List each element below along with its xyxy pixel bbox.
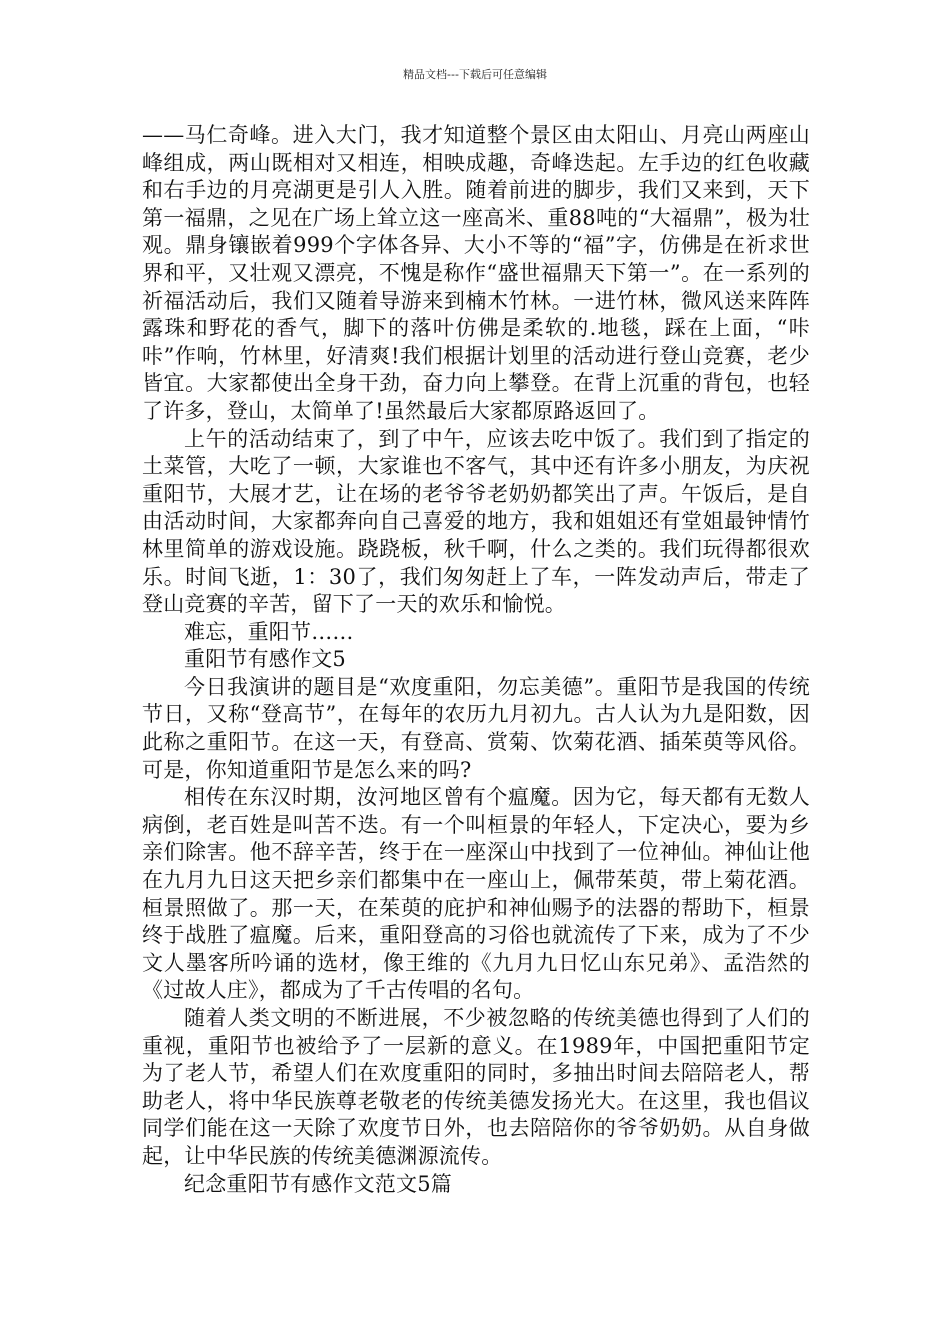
paragraph: 今日我演讲的题目是“欢度重阳，勿忘美德”。重阳节是我国的传统节日，又称“登高节”，在每年的农历九月初九。古人认为九是阳数，因此称之重阳节。在这一天，有登高、赏菊、饮菊花酒、插茱萸等风俗。可是，你知道重阳节是怎么来的吗? — [142, 674, 810, 782]
page-header: 精品文档---下载后可任意编辑 — [403, 68, 547, 81]
paragraph: 上午的活动结束了，到了中午，应该去吃中饭了。我们到了指定的土菜管，大吃了一顿，大家谁也不客气，其中还有许多小朋友，为庆祝重阳节，大展才艺，让在场的老爷爷老奶奶都笑出了声。午饭后，是自由活动时间，大家都奔向自己喜爱的地方，我和姐姐还有堂姐最钟情竹林里简单的游戏设施。跷跷板，秋千啊，什么之类的。我们玩得都很欢乐。时间飞逝，1：30了，我们匆匆赶上了车，一阵发动声后，带走了登山竞赛的辛苦，留下了一天的欢乐和愉悦。 — [142, 426, 810, 617]
document-title-line: 纪念重阳节有感作文范文5篇 — [184, 1171, 452, 1196]
paragraph: ——马仁奇峰。进入大门，我才知道整个景区由太阳山、月亮山两座山峰组成，两山既相对又相连，相映成趣，奇峰迭起。左手边的红色收藏和右手边的月亮湖更是引人入胜。随着前进的脚步，我们又来到，天下第一福鼎，之见在广场上耸立这一座高米、重88吨的“大福鼎”，极为壮观。鼎身镶嵌着999个字体各异、大小不等的“福”字，仿佛是在祈求世界和平，又壮观又漂亮，不愧是称作“盛世福鼎天下第一”。在一系列的祈福活动后，我们又随着导游来到楠木竹林。一进竹林，微风送来阵阵露珠和野花的香气，脚下的落叶仿佛是柔软的.地毯，踩在上面，“咔咔”作响，竹林里，好清爽!我们根据计划里的活动进行登山竞赛，老少皆宜。大家都使出全身干劲，奋力向上攀登。在背上沉重的背包，也轻了许多，登山，太简单了!虽然最后大家都原路返回了。 — [142, 123, 810, 423]
section-title: 重阳节有感作文5 — [184, 647, 346, 672]
document-body — [142, 122, 810, 1198]
paragraph: 难忘，重阳节…… — [184, 619, 354, 644]
paragraph: 相传在东汉时期，汝河地区曾有个瘟魔。因为它，每天都有无数人病倒，老百姓是叫苦不迭。有一个叫桓景的年轻人，下定决心，要为乡亲们除害。他不辞辛苦，终于在一座深山中找到了一位神仙。神仙让他在九月九日这天把乡亲们都集中在一座山上，佩带茱萸，带上菊花酒。桓景照做了。那一天，在茱萸的庇护和神仙赐予的法器的帮助下，桓景终于战胜了瘟魔。后来，重阳登高的习俗也就流传了下来，成为了不少文人墨客所吟诵的选材，像王维的《九月九日忆山东兄弟》、孟浩然的《过故人庄》，都成为了千古传唱的名句。 — [142, 785, 810, 1003]
paragraph: 随着人类文明的不断进展，不少被忽略的传统美德也得到了人们的重视，重阳节也被给予了一层新的意义。在1989年，中国把重阳节定为了老人节，希望人们在欢度重阳的同时，多抽出时间去陪陪老人，帮助老人，将中华民族尊老敬老的传统美德发扬光大。在这里，我也倡议同学们能在这一天除了欢度节日外，也去陪陪你的爷爷奶奶。从自身做起，让中华民族的传统美德渊源流传。 — [142, 1006, 810, 1168]
